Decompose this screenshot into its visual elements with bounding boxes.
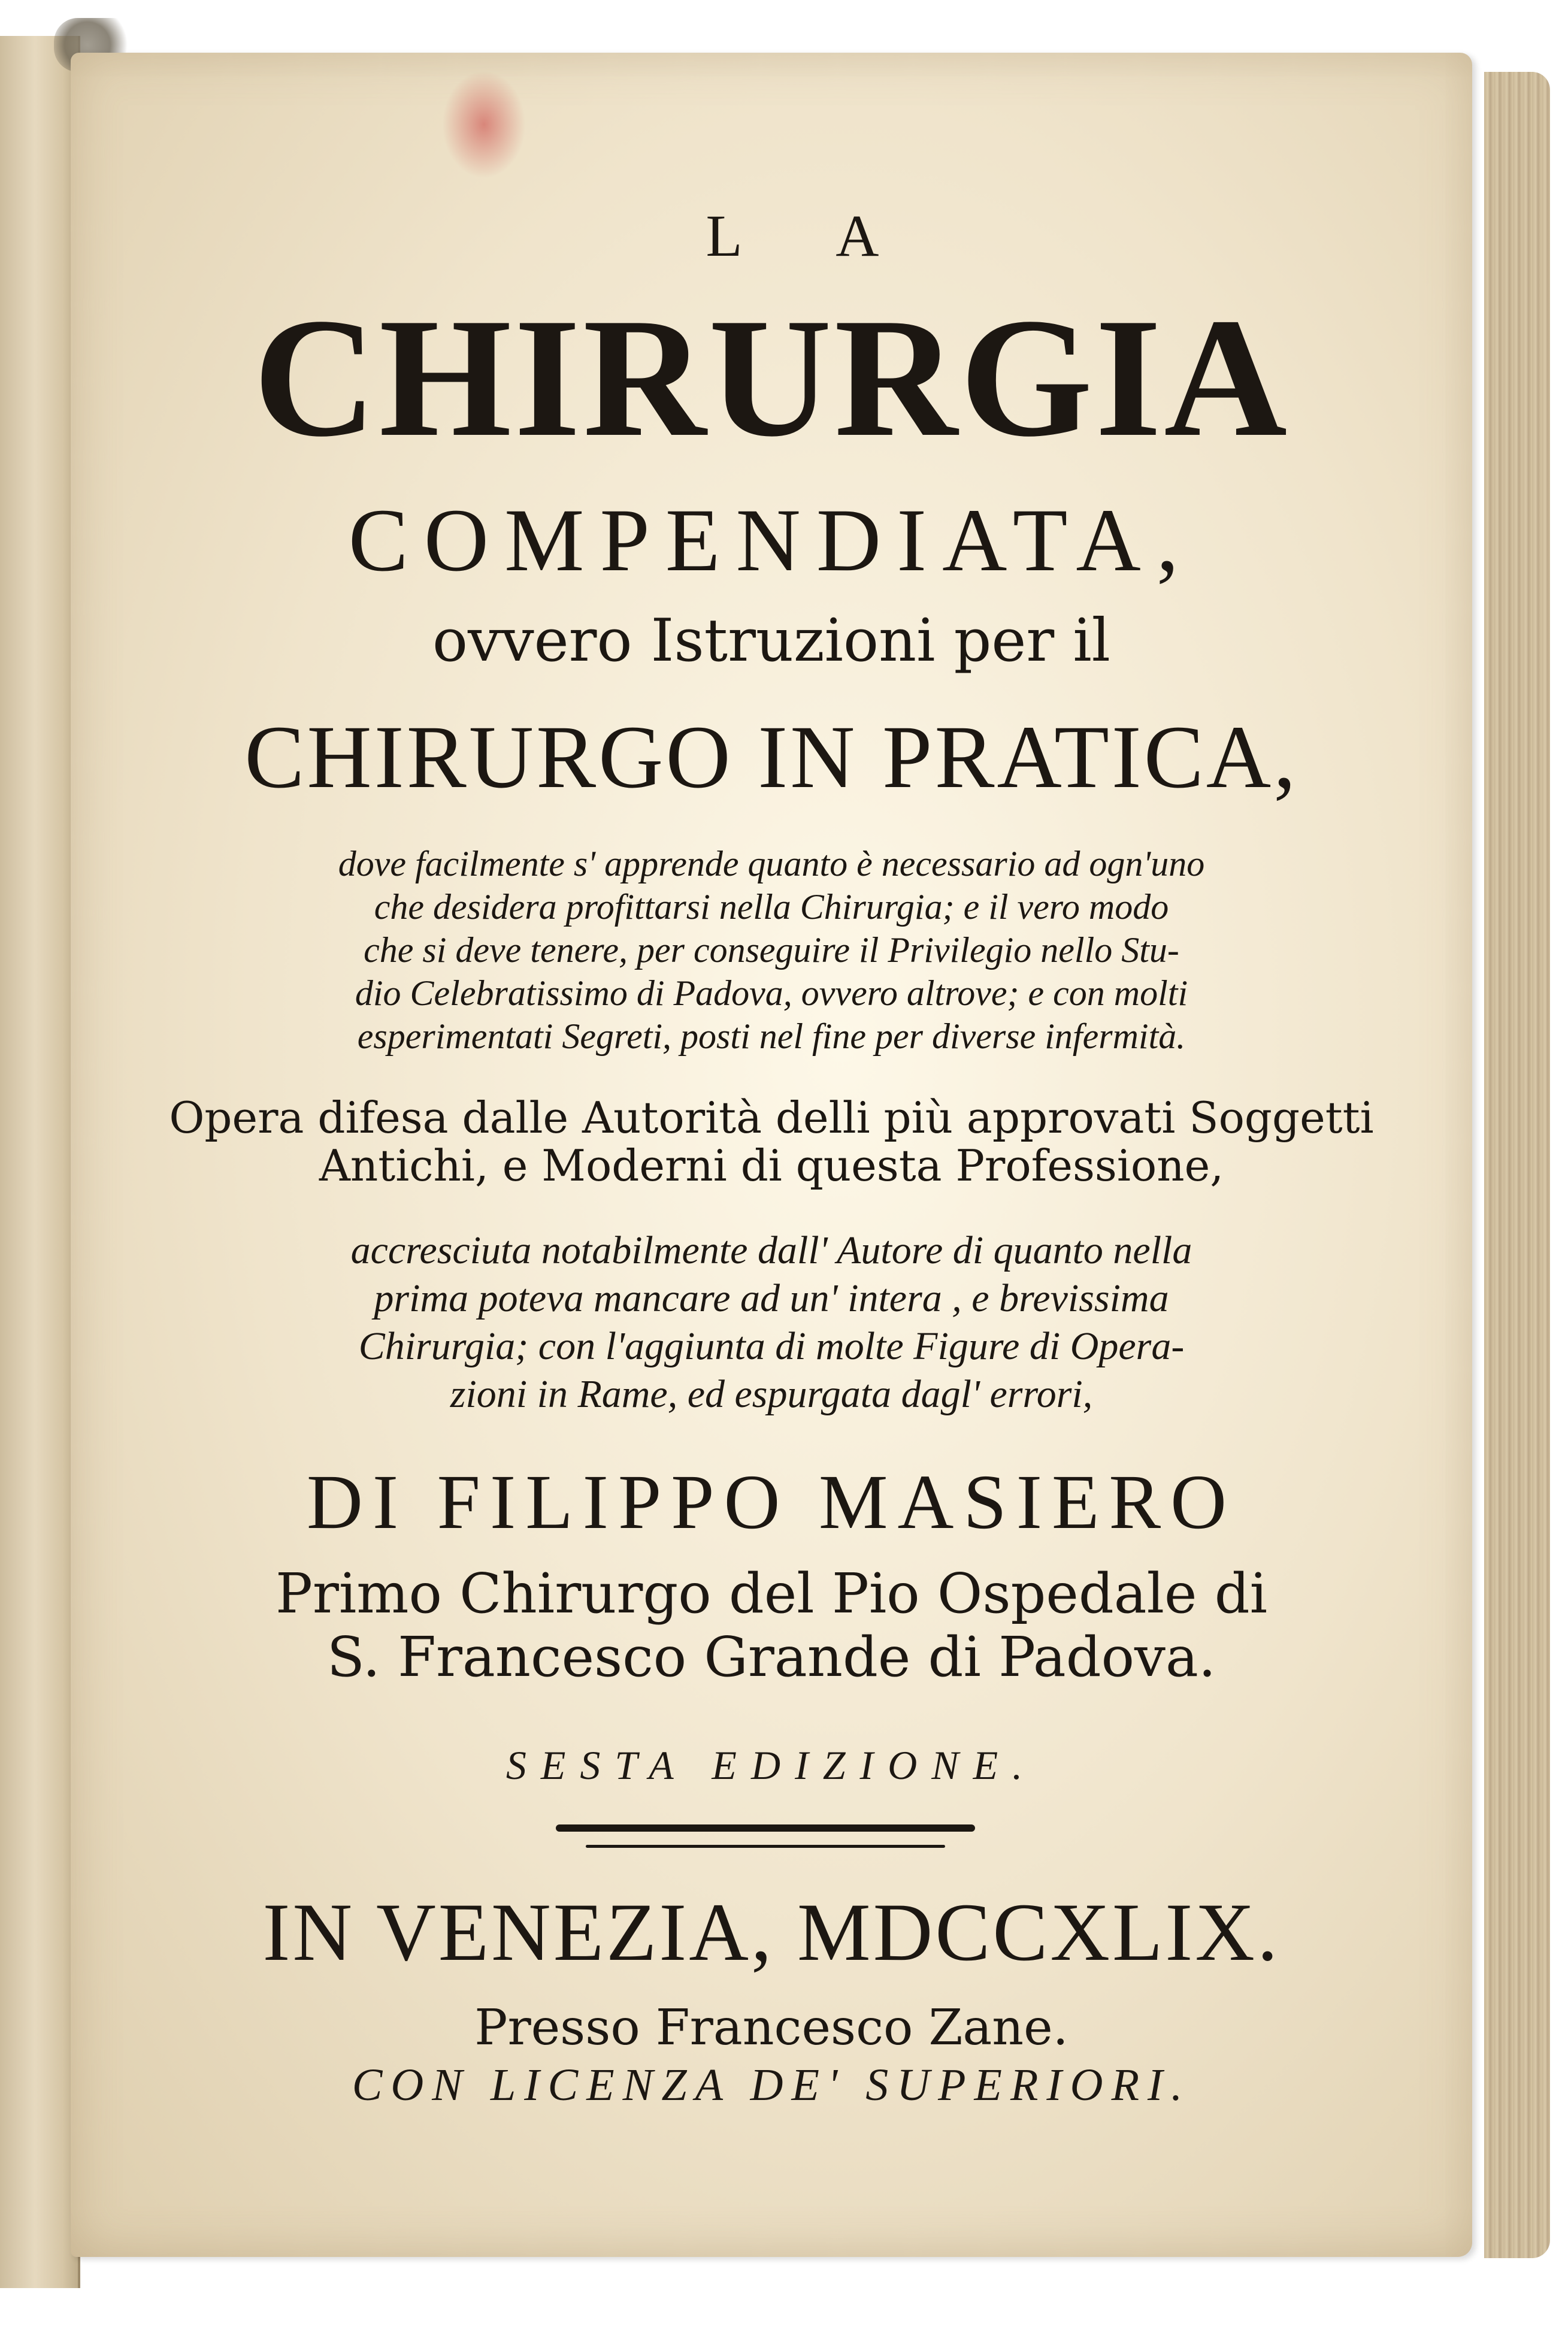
author-name: DI FILIPPO MASIERO bbox=[306, 1459, 1236, 1545]
opera-line: Opera difesa dalle Autorità delli più approvati Soggetti bbox=[169, 1093, 1374, 1143]
accresciuta-line: accresciuta notabilmente dall' Autore di quanto nella bbox=[350, 1228, 1192, 1272]
ink-stain bbox=[442, 71, 526, 178]
opera-line: Antichi, e Moderni di questa Professione, bbox=[319, 1140, 1224, 1191]
title-article: L A bbox=[706, 202, 921, 269]
subtitle-ovvero: ovvero Istruzioni per il bbox=[432, 607, 1111, 675]
main-title: CHIRURGIA bbox=[253, 283, 1290, 472]
description-line: dio Celebratissimo di Padova, ovvero altrove; e con molti bbox=[355, 973, 1188, 1013]
description-line: esperimentati Segreti, posti nel fine per diverse infermità. bbox=[357, 1016, 1186, 1056]
accresciuta-line: zioni in Rame, ed espurgata dagl' errori, bbox=[450, 1372, 1093, 1416]
book-spine-edge bbox=[0, 36, 80, 2288]
page-edges bbox=[1484, 72, 1550, 2258]
accresciuta-paragraph bbox=[71, 1227, 1472, 1418]
license-statement: CON LICENZA DE' SUPERIORI. bbox=[352, 2060, 1191, 2110]
credential-line: S. Francesco Grande di Padova. bbox=[326, 1625, 1216, 1689]
author-credentials bbox=[71, 1562, 1472, 1689]
opera-paragraph bbox=[71, 1094, 1472, 1190]
description-line: che desidera profittarsi nella Chirurgia; e il vero modo bbox=[374, 887, 1169, 927]
subtitle-compendiata: COMPENDIATA, bbox=[348, 491, 1195, 590]
credential-line: Primo Chirurgo del Pio Ospedale di bbox=[275, 1562, 1268, 1626]
imprint-place-date: IN VENEZIA, MDCCXLIX. bbox=[262, 1886, 1281, 1978]
title-page bbox=[71, 53, 1472, 2257]
description-line: dove facilmente s' apprende quanto è necessario ad ogn'uno bbox=[338, 844, 1205, 883]
description-paragraph bbox=[71, 842, 1472, 1058]
divider-rule-thick bbox=[556, 1824, 975, 1832]
accresciuta-line: prima poteva mancare ad un' intera , e brevissima bbox=[374, 1276, 1169, 1320]
divider-rule-thin bbox=[586, 1845, 945, 1848]
accresciuta-line: Chirurgia; con l'aggiunta di molte Figure di Opera- bbox=[358, 1324, 1185, 1368]
description-line: che si deve tenere, per conseguire il Privilegio nello Stu- bbox=[364, 930, 1179, 970]
subtitle-chirurgo: CHIRURGO IN PRATICA, bbox=[244, 707, 1298, 807]
printer-name: Presso Francesco Zane. bbox=[474, 1999, 1068, 2056]
edition-statement: SESTA EDIZIONE. bbox=[505, 1742, 1037, 1788]
